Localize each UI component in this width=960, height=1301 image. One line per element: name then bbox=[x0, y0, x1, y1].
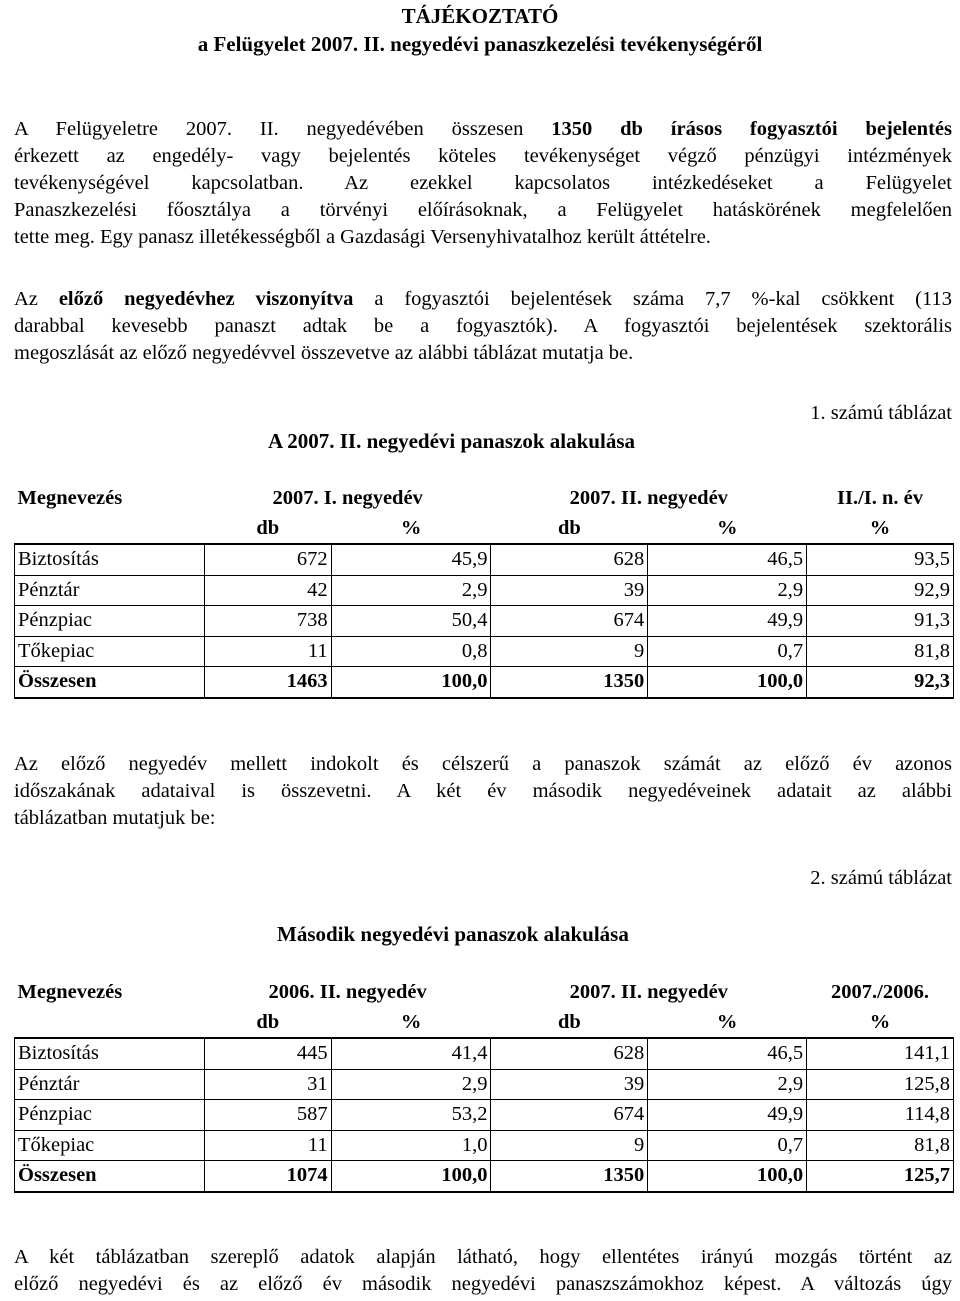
table-cell: 2,9 bbox=[648, 575, 807, 606]
subheader-cell: % bbox=[807, 514, 954, 545]
row-label: Pénztár bbox=[15, 575, 205, 606]
table-cell: 2,9 bbox=[331, 575, 491, 606]
table-cell: 92,9 bbox=[807, 575, 954, 606]
table-cell: 46,5 bbox=[648, 1038, 807, 1069]
table-cell: 53,2 bbox=[331, 1100, 491, 1131]
table-subheader-row bbox=[15, 514, 954, 545]
table-row bbox=[15, 1069, 954, 1100]
table-row bbox=[15, 636, 954, 667]
table-cell: 1463 bbox=[204, 667, 331, 698]
paragraph-4-line: A két táblázatban szereplő adatok alapján látható, hogy ellentétes irányú mozgás történt az bbox=[14, 1246, 952, 1268]
table-cell: 50,4 bbox=[331, 606, 491, 637]
table-cell: 11 bbox=[204, 636, 331, 667]
table-cell: 445 bbox=[204, 1038, 331, 1069]
table-cell: 45,9 bbox=[331, 544, 491, 575]
subheader-cell: db bbox=[491, 514, 648, 545]
subheader-cell bbox=[15, 1008, 205, 1039]
document-title: TÁJÉKOZTATÓ bbox=[401, 4, 559, 28]
subheader-cell: % bbox=[807, 1008, 954, 1039]
row-label: Biztosítás bbox=[15, 1038, 205, 1069]
header-cell: Megnevezés bbox=[17, 487, 123, 510]
table-cell: 628 bbox=[491, 1038, 648, 1069]
subheader-cell: db bbox=[204, 1008, 331, 1039]
table-2-number: 2. számú táblázat bbox=[810, 867, 952, 889]
subheader-cell: % bbox=[648, 514, 807, 545]
table-2-title: Második negyedévi panaszok alakulása bbox=[277, 922, 629, 946]
table-1 bbox=[14, 484, 954, 699]
paragraph-2-line: megoszlását az előző negyedévvel összevetve az alábbi táblázat mutatja be. bbox=[14, 342, 634, 364]
table-cell: 9 bbox=[491, 1130, 648, 1161]
table-cell: 674 bbox=[491, 606, 648, 637]
row-label: Biztosítás bbox=[15, 544, 205, 575]
table-2 bbox=[14, 978, 954, 1193]
header-cell: 2007. I. negyedév bbox=[272, 487, 423, 510]
subheader-cell: % bbox=[331, 1008, 491, 1039]
paragraph-1 bbox=[14, 116, 952, 251]
table-cell: 2,9 bbox=[331, 1069, 491, 1100]
header-cell: 2007. II. negyedév bbox=[569, 487, 728, 510]
table-row bbox=[15, 544, 954, 575]
table-cell: 628 bbox=[491, 544, 648, 575]
table-total-row bbox=[15, 667, 954, 698]
table-cell: 100,0 bbox=[331, 667, 491, 698]
table-row bbox=[15, 1130, 954, 1161]
table-row bbox=[15, 606, 954, 637]
paragraph-3 bbox=[14, 751, 952, 832]
paragraph-3-line: időszakának adataival is összevetni. A két év második negyedéveinek adatait az alábbi bbox=[14, 780, 952, 802]
table-cell: 114,8 bbox=[807, 1100, 954, 1131]
row-label: Pénztár bbox=[15, 1069, 205, 1100]
header-cell: Megnevezés bbox=[17, 981, 123, 1004]
table-cell: 9 bbox=[491, 636, 648, 667]
subheader-cell: % bbox=[331, 514, 491, 545]
table-cell: 100,0 bbox=[648, 1161, 807, 1192]
table-cell: 738 bbox=[204, 606, 331, 637]
text-run: Az bbox=[14, 288, 59, 310]
paragraph-2-line: darabbal kevesebb panaszt adtak be a fogyasztók). A fogyasztói bejelentések szektorális bbox=[14, 315, 952, 337]
header-cell: 2007./2006. bbox=[831, 981, 929, 1004]
row-label: Pénzpiac bbox=[15, 1100, 205, 1131]
table-cell: 1350 bbox=[491, 1161, 648, 1192]
table-row bbox=[15, 1038, 954, 1069]
paragraph-3-line: Az előző negyedév mellett indokolt és célszerű a panaszok számát az előző év azonos bbox=[14, 753, 952, 775]
header-cell: 2006. II. negyedév bbox=[268, 981, 427, 1004]
table-1-title: A 2007. II. negyedévi panaszok alakulása bbox=[268, 429, 635, 453]
bold-run: előző negyedévhez viszonyítva bbox=[58, 288, 354, 310]
table-cell: 93,5 bbox=[807, 544, 954, 575]
table-cell: 49,9 bbox=[648, 606, 807, 637]
paragraph-1-line: érkezett az engedély- vagy bejelentés köteles tevékenységet végző pénzügyi intézmények bbox=[14, 145, 952, 167]
table-cell: 0,7 bbox=[648, 1130, 807, 1161]
paragraph-1-line: tette meg. Egy panasz illetékességből a Gazdasági Versenyhivatalhoz került áttételre. bbox=[14, 226, 711, 248]
paragraph-1-line: tevékenységével kapcsolatban. Az ezekkel kapcsolatos intézkedéseket a Felügyelet bbox=[14, 172, 952, 194]
subheader-cell: db bbox=[491, 1008, 648, 1039]
table-row bbox=[15, 575, 954, 606]
table-cell: 31 bbox=[204, 1069, 331, 1100]
table-cell: 125,7 bbox=[807, 1161, 954, 1192]
table-cell: 42 bbox=[204, 575, 331, 606]
table-cell: 46,5 bbox=[648, 544, 807, 575]
row-label: Összesen bbox=[15, 1161, 205, 1192]
document-subtitle: a Felügyelet 2007. II. negyedévi panaszkezelési tevékenységéről bbox=[197, 32, 763, 56]
paragraph-2-line bbox=[14, 286, 952, 313]
table-cell: 141,1 bbox=[807, 1038, 954, 1069]
header-cell: II./I. n. év bbox=[837, 487, 924, 510]
text-run: A Felügyeletre 2007. II. negyedévében összesen bbox=[14, 118, 552, 140]
table-cell: 41,4 bbox=[331, 1038, 491, 1069]
table-row bbox=[15, 1100, 954, 1131]
row-label: Tőkepiac bbox=[15, 636, 205, 667]
text-run: a fogyasztói bejelentések száma 7,7 %-kal csökkent (113 bbox=[353, 288, 953, 310]
table-cell: 0,7 bbox=[648, 636, 807, 667]
table-cell: 39 bbox=[491, 575, 648, 606]
table-cell: 2,9 bbox=[648, 1069, 807, 1100]
table-cell: 125,8 bbox=[807, 1069, 954, 1100]
table-cell: 81,8 bbox=[807, 1130, 954, 1161]
bold-run: 1350 db írásos fogyasztói bejelentés bbox=[551, 118, 952, 140]
table-cell: 672 bbox=[204, 544, 331, 575]
table-cell: 39 bbox=[491, 1069, 648, 1100]
table-cell: 1074 bbox=[204, 1161, 331, 1192]
table-cell: 81,8 bbox=[807, 636, 954, 667]
paragraph-3-line: táblázatban mutatjuk be: bbox=[14, 807, 216, 829]
paragraph-4 bbox=[14, 1244, 952, 1298]
table-total-row bbox=[15, 1161, 954, 1192]
table-subheader-row bbox=[15, 1008, 954, 1039]
table-cell: 587 bbox=[204, 1100, 331, 1131]
row-label: Pénzpiac bbox=[15, 606, 205, 637]
header-cell: 2007. II. negyedév bbox=[569, 981, 728, 1004]
table-cell: 100,0 bbox=[331, 1161, 491, 1192]
row-label: Összesen bbox=[15, 667, 205, 698]
paragraph-1-line: Panaszkezelési főosztálya a törvényi előírásoknak, a Felügyelet hatáskörének megfelelően bbox=[14, 199, 952, 221]
table-cell: 11 bbox=[204, 1130, 331, 1161]
paragraph-2 bbox=[14, 286, 952, 367]
table-cell: 0,8 bbox=[331, 636, 491, 667]
table-cell: 674 bbox=[491, 1100, 648, 1131]
table-cell: 1,0 bbox=[331, 1130, 491, 1161]
table-cell: 1350 bbox=[491, 667, 648, 698]
paragraph-4-line: előző negyedévi és az előző év második negyedévi panaszszámokhoz képest. A változás úgy bbox=[14, 1273, 952, 1295]
subheader-cell bbox=[15, 514, 205, 545]
table-cell: 100,0 bbox=[648, 667, 807, 698]
table-cell: 91,3 bbox=[807, 606, 954, 637]
paragraph-1-line bbox=[14, 116, 952, 143]
table-header-row bbox=[15, 978, 954, 1008]
table-header-row bbox=[15, 484, 954, 514]
subheader-cell: % bbox=[648, 1008, 807, 1039]
row-label: Tőkepiac bbox=[15, 1130, 205, 1161]
table-cell: 92,3 bbox=[807, 667, 954, 698]
subheader-cell: db bbox=[204, 514, 331, 545]
table-cell: 49,9 bbox=[648, 1100, 807, 1131]
table-1-number: 1. számú táblázat bbox=[810, 402, 952, 424]
